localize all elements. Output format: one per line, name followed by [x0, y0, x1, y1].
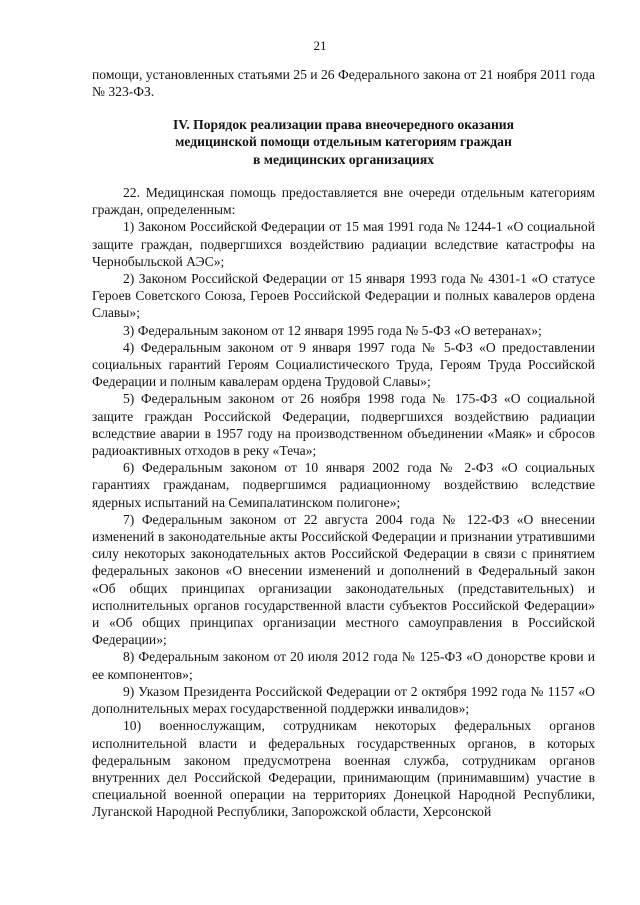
list-item-4: 4) Федеральным законом от 9 января 1997 года № 5-ФЗ «О предоставлении социальных гарантий Героям Социалистического Труда, Героям Труда Российской Федерации и полным кавалерам ордена Трудовой Славы»;: [92, 339, 595, 390]
list-item-8: 8) Федеральным законом от 20 июля 2012 года № 125-ФЗ «О донорстве крови и ее компонентов»;: [92, 649, 595, 682]
list-item-5: 5) Федеральным законом от 26 ноября 1998 года № 175-ФЗ «О социальной защите граждан Российской Федерации, подвергшихся воздействию радиации вследствие аварии в 1957 году на производственном объединении «Маяк» и сбросов радиоактивных отходов в реку «Теча»;: [92, 391, 595, 459]
list-item-2: 2) Законом Российской Федерации от 15 января 1993 года № 4301-1 «О статусе Героев Советского Союза, Героев Российской Федерации и полных кавалеров ордена Славы»;: [92, 271, 595, 321]
list-item-9: 9) Указом Президента Российской Федерации от 2 октября 1992 года № 1157 «О дополнительных мерах государственной поддержки инвалидов»;: [92, 683, 595, 717]
list-item-6: 6) Федеральным законом от 10 января 2002 года № 2-ФЗ «О социальных гарантиях гражданам, подвергшимся радиационному воздействию вследствие ядерных испытаний на Семипалатинском полигоне»;: [92, 460, 595, 510]
section-heading-line-1: IV. Порядок реализации права внеочередного оказания: [173, 117, 514, 132]
paragraph-22: 22. Медицинская помощь предоставляется вне очереди отдельным категориям граждан, определенным:: [92, 185, 595, 218]
intro-block: [92, 66, 595, 100]
page-number: 21: [313, 38, 327, 53]
list-item-7: 7) Федеральным законом от 22 августа 2004 года № 122-ФЗ «О внесении изменений в законодательные акты Российской Федерации и признании утратившими силу некоторых законодательных актов Российской Федерации в связи с принятием федеральных законов «О внесении изменений и дополнений в Федеральный закон «Об общих принципах организации законодательных (представительных) и исполнительных органов государственной власти субъектов Российской Федерации» и «Об общих принципах организации местного самоуправления в Российской Федерации»;: [92, 511, 595, 648]
section-heading: [92, 116, 595, 168]
list-item-10: 10) военнослужащим, сотрудникам некоторых федеральных органов исполнительной власти и федеральных государственных органов, в которых федеральным законом предусмотрена военная служба, сотрудникам органов внутренних дел Российской Федерации, принимающим (принимавшим) участие в специальной военной операции на территориях Донецкой Народной Республики, Луганской Народной Республики, Запорожской области, Херсонской: [92, 718, 595, 820]
list-item-3: 3) Федеральным законом от 12 января 1995 года № 5-ФЗ «О ветеранах»;: [123, 322, 542, 338]
list-item-1: 1) Законом Российской Федерации от 15 мая 1991 года № 1244-1 «О социальной защите граждан, подвергшихся воздействию радиации вследствие катастрофы на Чернобыльской АЭС»;: [92, 219, 595, 269]
section-heading-line-2: медицинской помощи отдельным категориям граждан: [175, 134, 512, 150]
intro-paragraph: помощи, установленных статьями 25 и 26 Федерального закона от 21 ноября 2011 года № 323-ФЗ.: [92, 67, 595, 100]
section-body: [92, 184, 595, 821]
section-heading-line-3: в медицинских организациях: [252, 151, 435, 167]
